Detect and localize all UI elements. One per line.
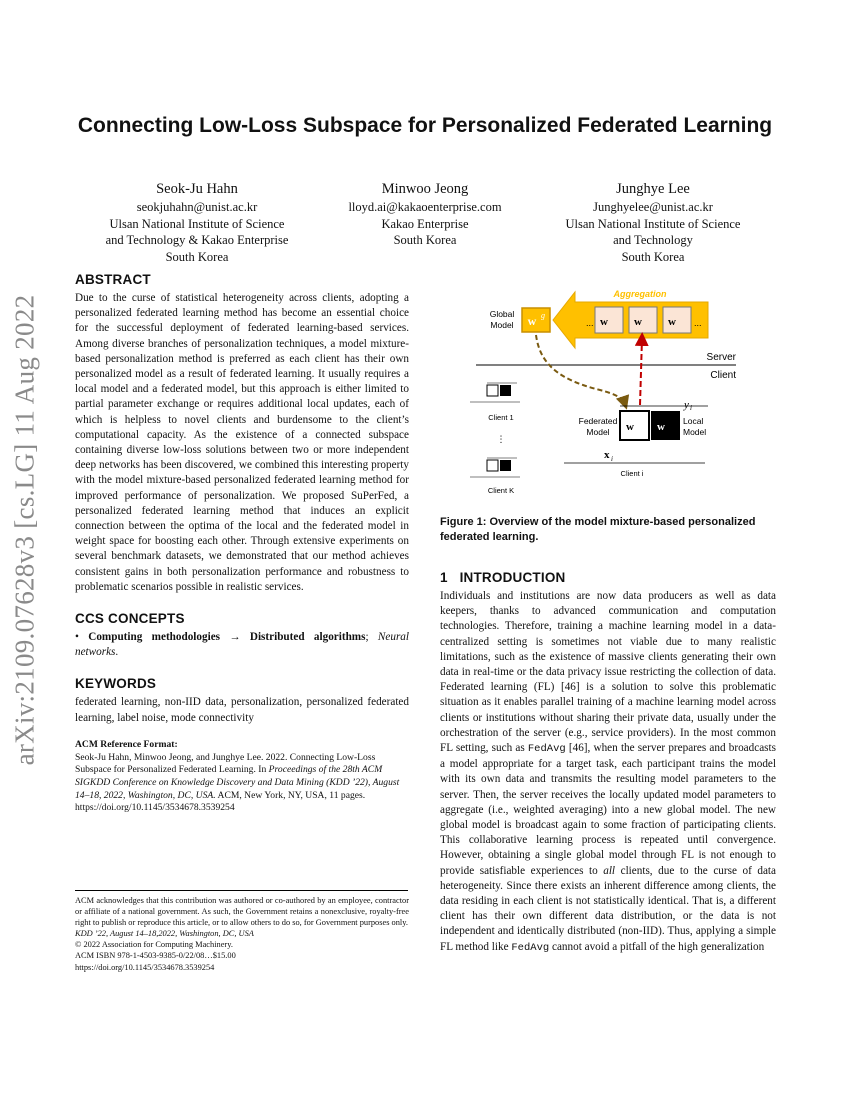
author-affil: Ulsan National Institute of Science — [109, 216, 285, 231]
footnote-notice: ACM acknowledges that this contribution was authored or co-authored by an employee, contractor or affiliate of a national government. As such, the Government retains a nonexclusive, royalty-free right to publish or reproduce this article, or to allow others to do so, for Government purposes only. — [75, 896, 409, 928]
footnote-venue: KDD ’22, August 14–18,2022, Washington, DC, USA — [75, 929, 254, 939]
federated-model-box — [620, 411, 649, 440]
local-model-box — [651, 411, 680, 440]
vdots: ⋮ — [496, 434, 506, 444]
author-affil: and Technology & Kakao Enterprise — [105, 233, 289, 247]
author-affil: South Korea — [621, 249, 685, 264]
xi-label: x — [604, 449, 610, 461]
footnote — [75, 895, 409, 973]
figure-diagram — [440, 280, 775, 505]
broadcast-arrow — [536, 335, 625, 404]
federated-model-label-1: Federated — [578, 416, 618, 426]
intro-paragraph: Individuals and institutions are now data producers as well as data keepers, thanks to advanced communication and computation technologies. Therefore, training a machine learning model in a data-centralized setting is sometimes not viable due to many realistic limitations, such as the existence of massive clients generating their own data in real-time or the data privacy issue restricting the collection of data. Federated learning (FL) [46] is a solution to solve this problematic situation as it enables parallel training of a machine learning model across clients or institutions without sharing their private data, usually under the orchestration of the server (e.g., service providers). In the most common FL setting, such as FedAvg [46], when the server prepares and broadcasts a model appropriate for a target task, each participant trains the model with its own data and transmits the resulting model parameters to the server. Then, the server receives the locally updated model parameters to aggregate (i.e., weighted averaging) into a new global model. The new global model is broadcast again to some fraction of participating clients. This collaborative learning process is repeated until convergence. However, obtaining a single global model through FL is not enough to provide satisfiable experiences to all clients, due to the curse of data heterogeneity. Since there exists an inherent difference among clients, the data residing in each client is not statistically identical. That is, a different client has their own different data distribution, or the data is not independent and identically distributed (non-IID). Thus, applying a simple FL method like FedAvg cannot avoid a pitfall of the high generalization — [440, 590, 776, 954]
svg-text:w: w — [626, 421, 634, 433]
right-column — [440, 569, 776, 956]
yi-label: y — [684, 399, 689, 411]
client1-fed-box — [487, 385, 498, 396]
svg-text:w: w — [634, 316, 642, 328]
author-1 — [72, 180, 322, 265]
author-affil: South Korea — [165, 249, 229, 264]
footnote-isbn: ACM ISBN 978-1-4503-9385-0/22/08…$15.00 — [75, 951, 236, 961]
author-2 — [300, 180, 550, 249]
abstract-text: Due to the curse of statistical heterogeneity across clients, adopting a personalized federated learning method has become an essential choice for the successful deployment of federated learning-based services. Among diverse branches of personalization techniques, a model mixture-based personalization method is preferred as each client has their own personalized model as a result of federated learning. It usually requires a local model and a federated model, but this approach is either limited to partial parameter exchange or requires additional local updates, each of which is helpless to novel clients and burdensome to the client’s computational capacity. As the existence of a connected subspace containing diverse low-loss solutions between two or more independent deep networks has been discovered, we combined this interesting property with the model mixture-based personalized federated learning method for improved performance of personalization. We proposed SuPerFed, a personalized federated learning method that induces an explicit connection between the optima of the local and the federated model in weight space for boosting each other. Through extensive experiments on several benchmark datasets, we demonstrated that our method achieves consistent gains in both personalization performance and robustness to problematic scenarios possible in realistic services. — [75, 292, 409, 593]
clientK-local-box — [500, 460, 511, 471]
global-model-label-2: Model — [490, 320, 514, 330]
aggregation-label: Aggregation — [613, 289, 667, 299]
intro-heading: 1 INTRODUCTION — [440, 570, 566, 585]
author-3 — [528, 180, 778, 265]
svg-text:w: w — [600, 316, 608, 328]
keywords-heading: KEYWORDS — [75, 676, 157, 692]
footnote-rule — [75, 890, 408, 891]
acm-reference — [75, 739, 409, 815]
svg-text:w: w — [668, 316, 676, 328]
client-label: Client — [710, 370, 736, 381]
author-affil: Kakao Enterprise — [381, 216, 469, 231]
local-model-label-1: Local — [683, 416, 704, 426]
author-affil: Ulsan National Institute of Science — [565, 216, 741, 231]
author-name: Junghye Lee — [616, 181, 690, 197]
author-name: Seok-Ju Hahn — [156, 181, 238, 197]
figure-caption: Figure 1: Overview of the model mixture-based personalized federated learning. — [440, 516, 756, 543]
author-name: Minwoo Jeong — [381, 181, 469, 197]
wg-sup: g — [541, 311, 545, 320]
paper-title: Connecting Low-Loss Subspace for Personalized Federated Learning — [77, 114, 773, 137]
acm-ref-heading: ACM Reference Format: — [75, 738, 178, 750]
author-email: lloyd.ai@kakaoenterprise.com — [348, 200, 502, 214]
footnote-doi: https://doi.org/10.1145/3534678.3539254 — [75, 962, 215, 972]
figure-1 — [440, 280, 775, 505]
ellipsis-left: ... — [586, 318, 594, 328]
svg-text:w: w — [657, 421, 665, 433]
clienti-label: Client i — [620, 469, 644, 478]
keywords-text: federated learning, non-IID data, personalization, personalized federated learning, label noise, mode connectivity — [75, 696, 409, 724]
global-model-label-1: Global — [489, 309, 515, 319]
federated-model-label-2: Model — [586, 427, 610, 437]
svg-text:i: i — [690, 404, 692, 412]
upload-arrow — [640, 338, 642, 405]
client1-label: Client 1 — [488, 413, 514, 422]
author-affil: and Technology — [613, 233, 693, 247]
ellipsis-right: ... — [694, 318, 702, 328]
abstract-heading: ABSTRACT — [75, 272, 151, 287]
ccs-text: • Computing methodologies → Distributed algorithms; Neural networks. — [75, 631, 409, 659]
author-email: Junghyelee@unist.ac.kr — [593, 200, 713, 214]
svg-text:i: i — [611, 455, 613, 463]
author-affil: South Korea — [393, 233, 457, 247]
wg-symbol: w — [527, 314, 537, 328]
footnote-copyright: © 2022 Association for Computing Machinery. — [75, 940, 233, 950]
clientK-label: Client K — [487, 486, 515, 495]
client1-local-box — [500, 385, 511, 396]
ccs-heading: CCS CONCEPTS — [75, 611, 185, 627]
acm-ref-text: Seok-Ju Hahn, Minwoo Jeong, and Junghye Lee. 2022. Connecting Low-Loss Subspace for Personalized Federated Learning. In Proceedings of the 28th ACM SIGKDD Conference on Knowledge Discovery and Data Mining (KDD ’22), August 14–18, 2022, Washington, DC, USA. ACM, New York, NY, USA, 11 pages. https://doi.org/10.1145/3534678.3539254 — [75, 751, 400, 814]
local-model-label-2: Model — [683, 427, 707, 437]
author-email: seokjuhahn@unist.ac.kr — [136, 200, 258, 214]
arxiv-watermark: arXiv:2109.07628v3 [cs.LG] 11 Aug 2022 — [9, 294, 40, 766]
left-column — [75, 271, 409, 815]
server-label: Server — [706, 352, 736, 363]
clientK-fed-box — [487, 460, 498, 471]
